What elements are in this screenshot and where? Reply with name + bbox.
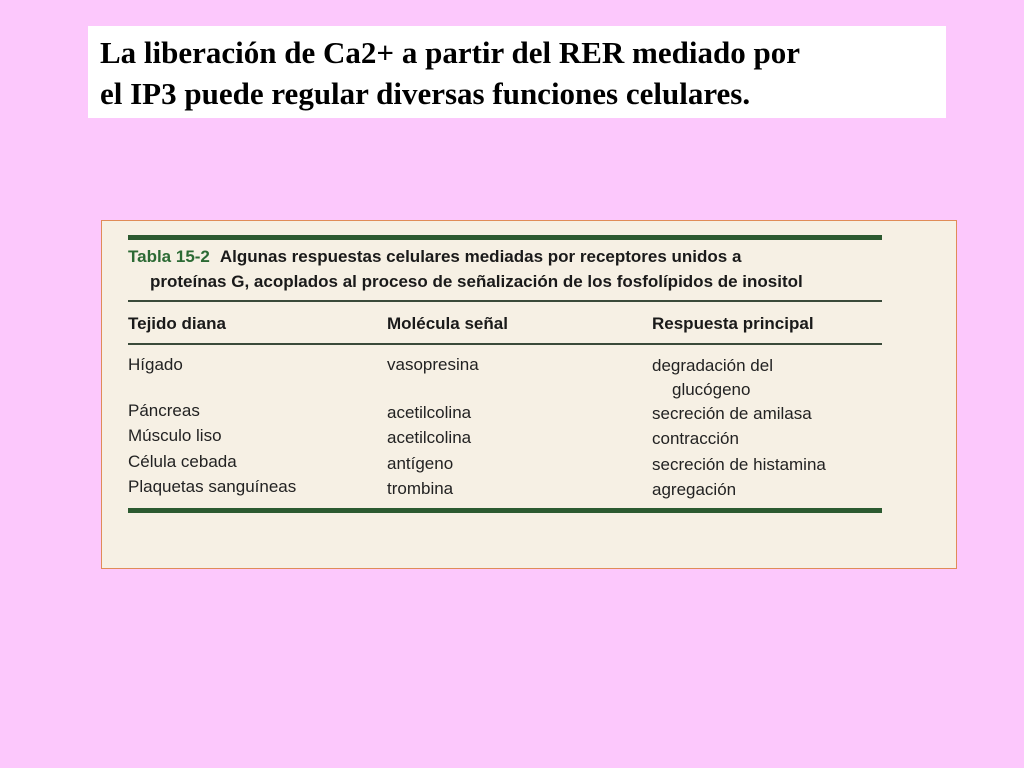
cell-tissue-row-4: Célula cebada xyxy=(128,452,237,471)
slide-title-line-1: La liberación de Ca2+ a partir del RER mediado por xyxy=(100,35,800,70)
table-caption-line-2: proteínas G, acoplados al proceso de señalización de los fosfolípidos de inositol xyxy=(150,272,803,291)
table-image xyxy=(101,220,957,569)
cell-response-row-2: secreción de amilasa xyxy=(652,404,812,423)
cell-tissue-row-1: Hígado xyxy=(128,355,183,374)
cell-signal-row-1: vasopresina xyxy=(387,355,479,374)
column-header-signal: Molécula señal xyxy=(387,314,508,333)
column-header-tissue: Tejido diana xyxy=(128,314,226,333)
table-header-rule xyxy=(128,343,882,345)
cell-tissue-row-5: Plaquetas sanguíneas xyxy=(128,477,297,496)
cell-signal-row-3: acetilcolina xyxy=(387,428,472,447)
table-caption-rule xyxy=(128,300,882,302)
slide-title-box xyxy=(88,26,946,118)
table-top-rule xyxy=(128,235,882,240)
cell-signal-row-5: trombina xyxy=(387,479,454,498)
cell-response-row-3: contracción xyxy=(652,429,739,448)
table-bottom-rule xyxy=(128,508,882,513)
cell-response-row-5: agregación xyxy=(652,480,737,499)
cell-signal-row-4: antígeno xyxy=(387,454,454,473)
cell-tissue-row-3: Músculo liso xyxy=(128,426,222,445)
cell-signal-row-2: acetilcolina xyxy=(387,403,472,422)
cell-response-row-1-line-1: degradación del xyxy=(652,356,773,375)
table-caption xyxy=(128,244,803,294)
column-header-response: Respuesta principal xyxy=(652,314,814,333)
cell-response-row-4: secreción de histamina xyxy=(652,455,826,474)
cell-response-row-1-line-2: glucógeno xyxy=(672,380,751,399)
table-caption-line-1: Algunas respuestas celulares mediadas por receptores unidos a xyxy=(219,247,742,266)
table-number: Tabla 15-2 xyxy=(128,247,210,266)
cell-response-row-1 xyxy=(652,354,773,402)
cell-tissue-row-2: Páncreas xyxy=(128,401,200,420)
slide-title-line-2: el IP3 puede regular diversas funciones celulares. xyxy=(100,76,751,111)
